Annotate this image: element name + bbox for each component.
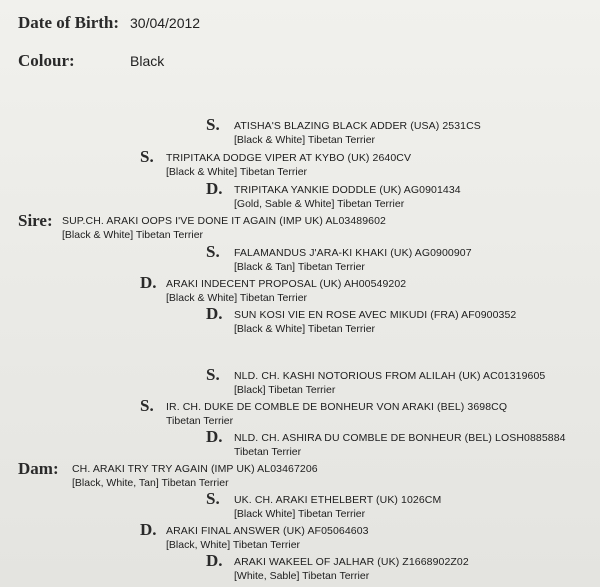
sire-sire-dam-desc: [Gold, Sable & White] Tibetan Terrier bbox=[234, 198, 405, 210]
sire-desc: [Black & White] Tibetan Terrier bbox=[62, 229, 204, 241]
sire-dam-dam-name: SUN KOSI VIE EN ROSE AVEC MIKUDI (FRA) AF0900352 bbox=[234, 309, 517, 321]
dam-sire-dam-desc: Tibetan Terrier bbox=[234, 446, 302, 458]
sire-sire-sire-desc: [Black & White] Tibetan Terrier bbox=[234, 134, 376, 146]
dam-sire-dam-role: D. bbox=[206, 427, 223, 446]
dam-dam-desc: [Black, White] Tibetan Terrier bbox=[166, 539, 301, 551]
sire-role: Sire: bbox=[18, 211, 53, 230]
dam-sire-sire-role: S. bbox=[206, 365, 220, 384]
dam-sire-sire-desc: [Black] Tibetan Terrier bbox=[234, 384, 336, 396]
sire-sire-sire-role: S. bbox=[206, 115, 220, 134]
sire-dam-desc: [Black & White] Tibetan Terrier bbox=[166, 292, 308, 304]
colour-value: Black bbox=[130, 53, 165, 69]
dam-dam-dam-desc: [White, Sable] Tibetan Terrier bbox=[234, 570, 370, 582]
sire-sire-role: S. bbox=[140, 147, 154, 166]
sire-dam-role: D. bbox=[140, 273, 157, 292]
dam-dam-sire-role: S. bbox=[206, 489, 220, 508]
colour-label: Colour: bbox=[18, 51, 75, 70]
dam-sire-sire-name: NLD. CH. KASHI NOTORIOUS FROM ALILAH (UK) AC01319605 bbox=[234, 370, 546, 382]
dam-desc: [Black, White, Tan] Tibetan Terrier bbox=[72, 477, 229, 489]
sire-sire-sire-name: ATISHA'S BLAZING BLACK ADDER (USA) 2531CS bbox=[234, 120, 481, 132]
sire-name: SUP.CH. ARAKI OOPS I'VE DONE IT AGAIN (IMP UK) AL03489602 bbox=[62, 215, 387, 227]
dam-dam-name: ARAKI FINAL ANSWER (UK) AF05064603 bbox=[166, 525, 369, 537]
dam-dam-dam-name: ARAKI WAKEEL OF JALHAR (UK) Z1668902Z02 bbox=[234, 556, 469, 568]
sire-sire-dam-role: D. bbox=[206, 179, 223, 198]
sire-sire-desc: [Black & White] Tibetan Terrier bbox=[166, 166, 308, 178]
dam-role: Dam: bbox=[18, 459, 59, 478]
sire-dam-sire-name: FALAMANDUS J'ARA-KI KHAKI (UK) AG0900907 bbox=[234, 247, 472, 259]
sire-dam-dam-role: D. bbox=[206, 304, 223, 323]
sire-dam-sire-desc: [Black & Tan] Tibetan Terrier bbox=[234, 261, 365, 273]
dam-sire-role: S. bbox=[140, 396, 154, 415]
dam-name: CH. ARAKI TRY TRY AGAIN (IMP UK) AL03467206 bbox=[72, 463, 318, 475]
dob-label: Date of Birth: bbox=[18, 13, 120, 32]
dam-sire-dam-name: NLD. CH. ASHIRA DU COMBLE DE BONHEUR (BEL) LOSH0885884 bbox=[234, 432, 566, 444]
dam-dam-sire-desc: [Black White] Tibetan Terrier bbox=[234, 508, 366, 520]
dam-dam-role: D. bbox=[140, 520, 157, 539]
sire-dam-dam-desc: [Black & White] Tibetan Terrier bbox=[234, 323, 376, 335]
dam-dam-sire-name: UK. CH. ARAKI ETHELBERT (UK) 1026CM bbox=[234, 494, 442, 506]
sire-sire-name: TRIPITAKA DODGE VIPER AT KYBO (UK) 2640CV bbox=[166, 152, 412, 164]
dob-value: 30/04/2012 bbox=[130, 15, 201, 31]
sire-sire-dam-name: TRIPITAKA YANKIE DODDLE (UK) AG0901434 bbox=[234, 184, 461, 196]
dam-dam-dam-role: D. bbox=[206, 551, 223, 570]
dam-sire-desc: Tibetan Terrier bbox=[166, 415, 234, 427]
sire-dam-sire-role: S. bbox=[206, 242, 220, 261]
dam-sire-name: IR. CH. DUKE DE COMBLE DE BONHEUR VON ARAKI (BEL) 3698CQ bbox=[166, 401, 508, 413]
sire-dam-name: ARAKI INDECENT PROPOSAL (UK) AH00549202 bbox=[166, 278, 407, 290]
